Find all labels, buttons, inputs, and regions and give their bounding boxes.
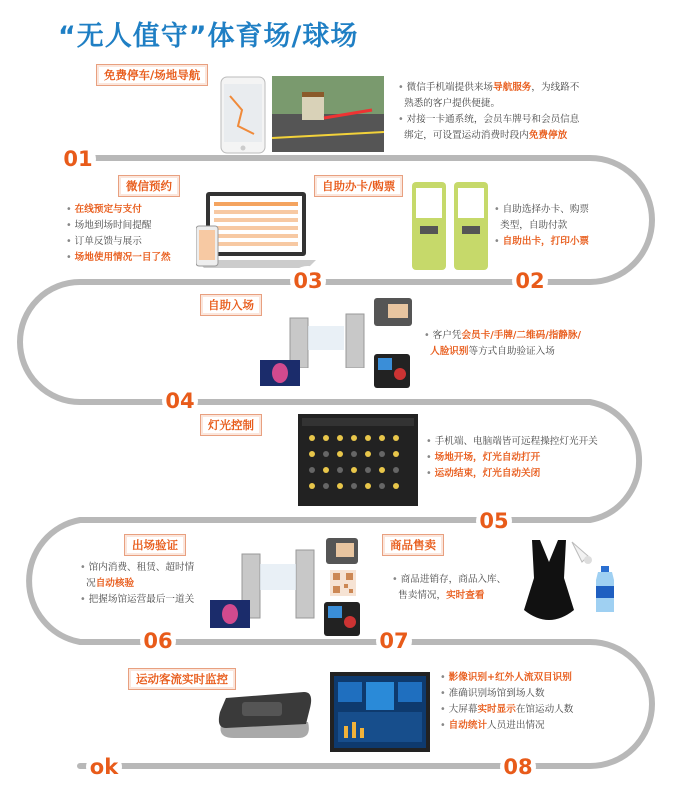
tag-self-service-card: 自助办卡/购票 xyxy=(314,175,403,197)
text-line: 人脸识别等方式自助验证入场 xyxy=(430,346,555,357)
exit-card-image xyxy=(326,538,358,564)
text-line: 类型，自助付款 xyxy=(500,220,568,231)
text-line: • 运动结束，灯光自动关闭 xyxy=(426,468,541,479)
text-line: • 场地使用情况一目了然 xyxy=(66,252,171,263)
step-number-03: 03 xyxy=(290,266,326,296)
text-s06 xyxy=(80,560,194,608)
step-number-04: 04 xyxy=(162,386,198,416)
qr-code-image xyxy=(330,570,356,596)
tag-wechat-booking: 微信预约 xyxy=(118,175,180,197)
text-line: • 自助选择办卡、购票 xyxy=(494,204,590,215)
tag-product-sales: 商品售卖 xyxy=(382,534,444,556)
text-line: • 微信手机端提供来场导航服务，为线路不 xyxy=(398,82,580,93)
phone-navigation-image xyxy=(220,76,266,154)
card-swipe-image xyxy=(374,298,412,326)
ticket-kiosk-image xyxy=(408,180,492,276)
text-line: 况自动核验 xyxy=(86,578,135,589)
text-line: • 手机端、电脑端皆可远程操控灯光开关 xyxy=(426,436,598,447)
people-counter-device-image xyxy=(212,682,316,742)
exit-face-image xyxy=(210,600,250,628)
text-line: 绑定，可设置运动消费时段内免费停放 xyxy=(404,130,568,141)
text-line: • 自动统计人员进出情况 xyxy=(440,720,545,731)
step-number-08: 08 xyxy=(500,752,536,782)
text-line: • 准确识别场馆到场人数 xyxy=(440,688,545,699)
text-line: • 场地开场，灯光自动打开 xyxy=(426,452,541,463)
text-s02 xyxy=(494,202,589,250)
step-number-07: 07 xyxy=(376,626,412,656)
laptop-booking-image xyxy=(196,190,316,272)
text-s07 xyxy=(392,572,506,604)
face-recognition-image xyxy=(260,360,300,386)
step-number-06: 06 xyxy=(140,626,176,656)
text-line: • 馆内消费、租赁、超时情 xyxy=(80,562,195,573)
exit-fingerprint-image xyxy=(324,602,360,636)
monitoring-screen-image xyxy=(330,672,430,752)
fingerprint-reader-image xyxy=(374,354,410,388)
text-s03 xyxy=(66,202,171,266)
text-line: • 大屏幕实时显示在馆运动人数 xyxy=(440,704,574,715)
text-s05 xyxy=(426,434,598,482)
text-s04 xyxy=(424,328,581,360)
exit-turnstile-image xyxy=(238,540,322,620)
tag-self-entry: 自助入场 xyxy=(200,294,262,316)
text-line: • 订单反馈与展示 xyxy=(66,236,142,247)
light-control-screen-image xyxy=(298,414,418,506)
text-line: • 商品进销存，商品入库、 xyxy=(392,574,507,585)
tag-free-parking: 免费停车/场地导航 xyxy=(96,64,208,86)
step-ok: ok xyxy=(86,752,122,782)
text-s01 xyxy=(398,80,579,144)
step-number-05: 05 xyxy=(476,506,512,536)
text-line: • 客户凭会员卡/手牌/二维码/指静脉/ xyxy=(424,330,581,341)
sports-drink-image xyxy=(594,566,616,614)
step-number-02: 02 xyxy=(512,266,548,296)
text-line: • 把握场馆运营最后一道关 xyxy=(80,594,195,605)
text-s08 xyxy=(440,670,573,734)
text-line: 熟悉的客户提供便捷。 xyxy=(404,98,501,109)
tag-exit-verification: 出场验证 xyxy=(124,534,186,556)
step-number-01: 01 xyxy=(60,144,96,174)
text-line: • 自助出卡，打印小票 xyxy=(494,236,590,247)
parking-gate-image xyxy=(272,76,384,152)
text-line: • 在线预定与支付 xyxy=(66,204,142,215)
turnstile-gate-image xyxy=(286,306,370,368)
tag-light-control: 灯光控制 xyxy=(200,414,262,436)
page-title: “无人值守”体育场/球场 xyxy=(58,21,359,52)
text-line: 售卖情况，实时查看 xyxy=(398,590,485,601)
text-line: • 场地到场时间提醒 xyxy=(66,220,152,231)
text-line: • 影像识别+红外人流双目识别 xyxy=(440,672,572,683)
tag-flow-monitoring: 运动客流实时监控 xyxy=(128,668,236,690)
text-line: • 对接一卡通系统，会员车牌号和会员信息 xyxy=(398,114,580,125)
